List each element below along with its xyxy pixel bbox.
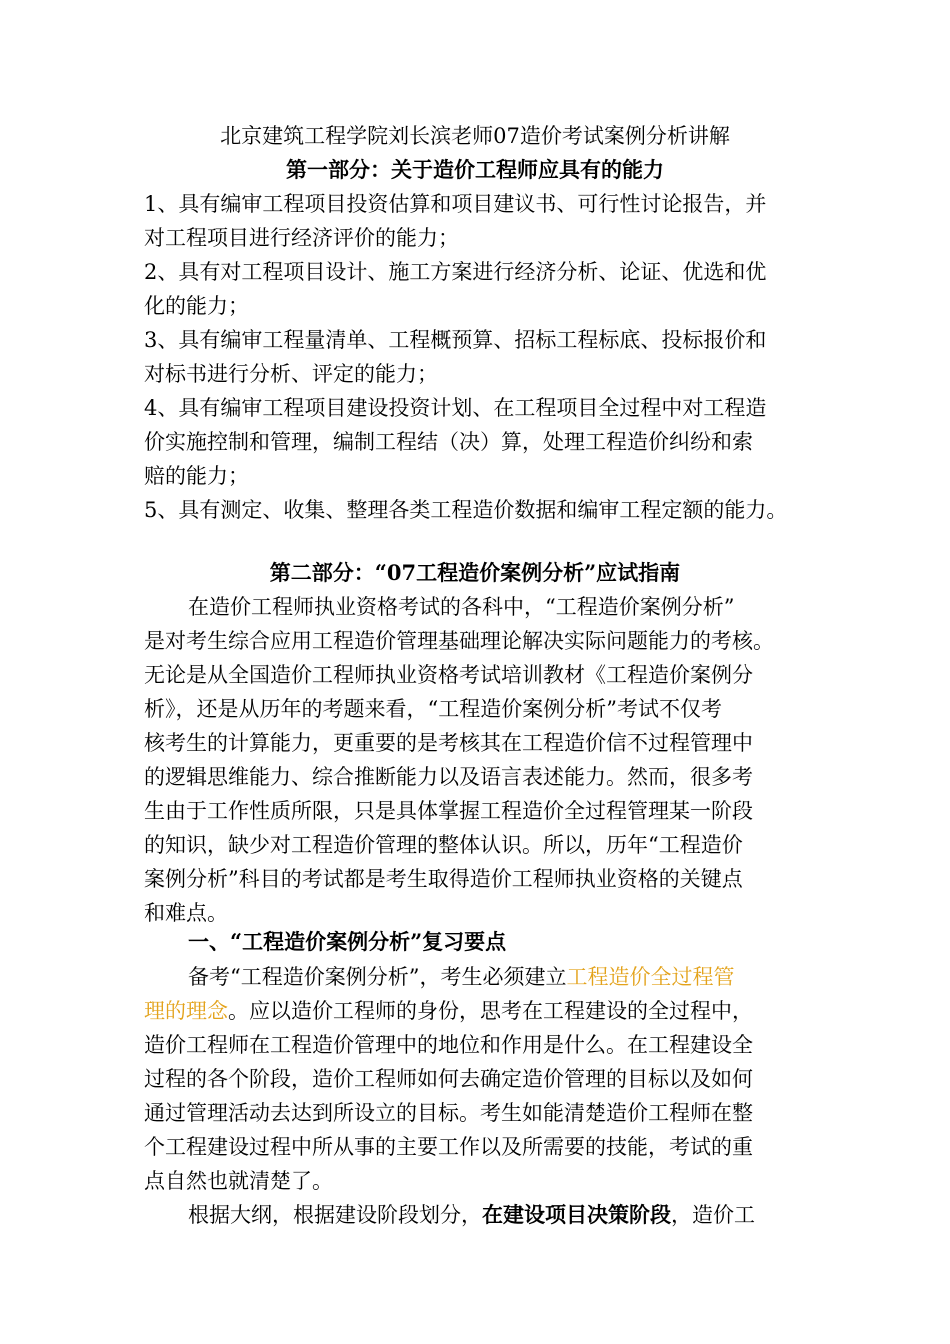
part2-line: 在造价工程师执业资格考试的各科中，“工程造价案例分析”: [188, 595, 735, 619]
section1-heading: 一、“工程造价案例分析”复习要点: [188, 929, 507, 954]
part2-line: 的逻辑思维能力、综合推断能力以及语言表述能力。然而，很多考: [144, 765, 753, 789]
part2-line: 和难点。: [144, 901, 228, 925]
review-line: 过程的各个阶段，造价工程师如何去确定造价管理的目标以及如何: [144, 1067, 753, 1091]
decision-stage-emphasis: 在建设项目决策阶段: [482, 1202, 671, 1227]
review-line: 个工程建设过程中所从事的主要工作以及所需要的技能，考试的重: [144, 1135, 753, 1159]
outline-text-end: ，造价工: [671, 1203, 755, 1227]
part1-line: 3、具有编审工程量清单、工程概预算、招标工程标底、投标报价和: [144, 328, 767, 352]
part2-line: 生由于工作性质所限，只是具体掌握工程造价全过程管理某一阶段: [144, 799, 753, 823]
outline-text: 根据大纲，根据建设阶段划分，: [188, 1203, 482, 1227]
part1-line: 赔的能力；: [144, 464, 249, 488]
review-line: 点自然也就清楚了。: [144, 1169, 333, 1193]
part2-line: 核考生的计算能力，更重要的是考核其在工程造价信不过程管理中: [144, 731, 753, 755]
part2-line: 无论是从全国造价工程师执业资格考试培训教材《工程造价案例分: [144, 663, 753, 687]
part2-line: 案例分析”科目的考试都是考生取得造价工程师执业资格的关键点: [144, 867, 743, 891]
part1-line: 对标书进行分析、评定的能力；: [144, 362, 438, 386]
part1-line: 对工程项目进行经济评价的能力；: [144, 226, 459, 250]
part2-line: 析》，还是从历年的考题来看，“工程造价案例分析”考试不仅考: [144, 697, 722, 721]
highlighted-concept-continued: 理的理念: [144, 999, 228, 1023]
review-line: 通过管理活动去达到所设立的目标。考生如能清楚造价工程师在整: [144, 1101, 753, 1125]
review-line: 造价工程师在工程造价管理中的地位和作用是什么。在工程建设全: [144, 1033, 753, 1057]
part1-line: 1、具有编审工程项目投资估算和项目建议书、可行性讨论报告，并: [144, 192, 767, 216]
highlighted-concept: 工程造价全过程管: [566, 965, 735, 989]
review-paragraph-second-line: [144, 994, 824, 1028]
document-title: 北京建筑工程学院刘长滨老师07造价考试案例分析讲解: [220, 124, 730, 148]
part2-line: 是对考生综合应用工程造价管理基础理论解决实际问题能力的考核。: [144, 629, 774, 653]
outline-paragraph-line: [188, 1198, 868, 1232]
review-text: 备考“工程造价案例分析”，考生必须建立: [188, 965, 567, 989]
review-paragraph-first-line: [188, 960, 868, 994]
part1-line: 化的能力；: [144, 294, 249, 318]
part1-line: 2、具有对工程项目设计、施工方案进行经济分析、论证、优选和优: [144, 260, 767, 284]
part1-line: 5、具有测定、收集、整理各类工程造价数据和编审工程定额的能力。: [144, 498, 788, 522]
part1-heading: 第一部分：关于造价工程师应具有的能力: [286, 157, 664, 182]
part1-line: 价实施控制和管理，编制工程结（决）算，处理工程造价纠纷和索: [144, 430, 753, 454]
part2-line: 的知识，缺少对工程造价管理的整体认识。所以，历年“工程造价: [144, 833, 743, 857]
part2-heading: 第二部分：“07工程造价案例分析”应试指南: [269, 560, 681, 585]
review-text: 。应以造价工程师的身份，思考在工程建设的全过程中，: [228, 999, 753, 1023]
part1-line: 4、具有编审工程项目建设投资计划、在工程项目全过程中对工程造: [144, 396, 767, 420]
